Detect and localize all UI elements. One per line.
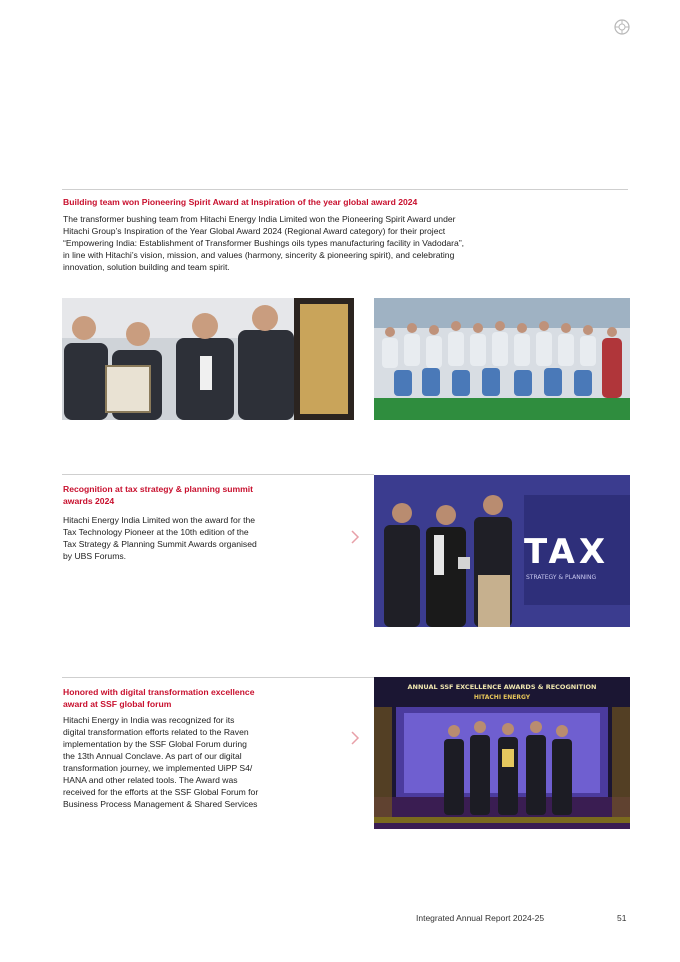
- team-group-photo: [374, 298, 630, 420]
- section-divider: [62, 474, 374, 475]
- svg-text:HITACHI ENERGY: HITACHI ENERGY: [473, 694, 531, 701]
- svg-text:STRATEGY & PLANNING: STRATEGY & PLANNING: [526, 574, 597, 581]
- svg-text:ANNUAL SSF EXCELLENCE AWARDS &: ANNUAL SSF EXCELLENCE AWARDS & RECOGNITION: [407, 683, 597, 691]
- gear-flower-logo-icon: [613, 18, 631, 36]
- page-number: 51: [617, 913, 627, 923]
- section-body: The transformer bushing team from Hitachi Energy India Limited won the Pioneering Spirit Award under Hitachi Group’s Inspiration of the Year Global Award 2024 (Regional Award category) for their project “Empowering India: Establishment of Transformer Bushings oils types manufacturing facility in Vadodara”, in line with Hitachi’s vision, mission, and values (harmony, sincerity & pioneering spirit), and celebrating innovation, solution building and team spirit.: [63, 214, 465, 272]
- award-ceremony-photo: [62, 298, 354, 420]
- svg-text:TAX: TAX: [524, 532, 610, 572]
- ssf-award-photo: [374, 677, 630, 829]
- tax-award-photo: [374, 475, 630, 627]
- footer-report-title: Integrated Annual Report 2024-25: [416, 913, 545, 923]
- section-title: Building team won Pioneering Spirit Award at Inspiration of the year global award 2024: [63, 197, 418, 207]
- section-divider: [62, 189, 628, 190]
- section-body: Hitachi Energy India Limited won the award for the Tax Technology Pioneer at the 10th edition of the Tax Strategy & Planning Summit Awards organised by UBS Forums.: [63, 515, 257, 561]
- chevron-right-icon: [350, 731, 360, 745]
- section-title: Honored with digital transformation excellence award at SSF global forum: [63, 687, 255, 709]
- section-title: Recognition at tax strategy & planning summit awards 2024: [63, 484, 254, 506]
- chevron-right-icon: [350, 530, 360, 544]
- section-body: Hitachi Energy in India was recognized for its digital transformation efforts related to the Raven implementation by the SSF Global Forum during the 13th Annual Conclave. As part of our digital transformation journey, we implemented UiPP S4/ HANA and other related tools. The Award was received for the efforts at the SSF Global Forum for Business Process Management & Shared Services: [63, 715, 259, 809]
- section-divider: [62, 677, 374, 678]
